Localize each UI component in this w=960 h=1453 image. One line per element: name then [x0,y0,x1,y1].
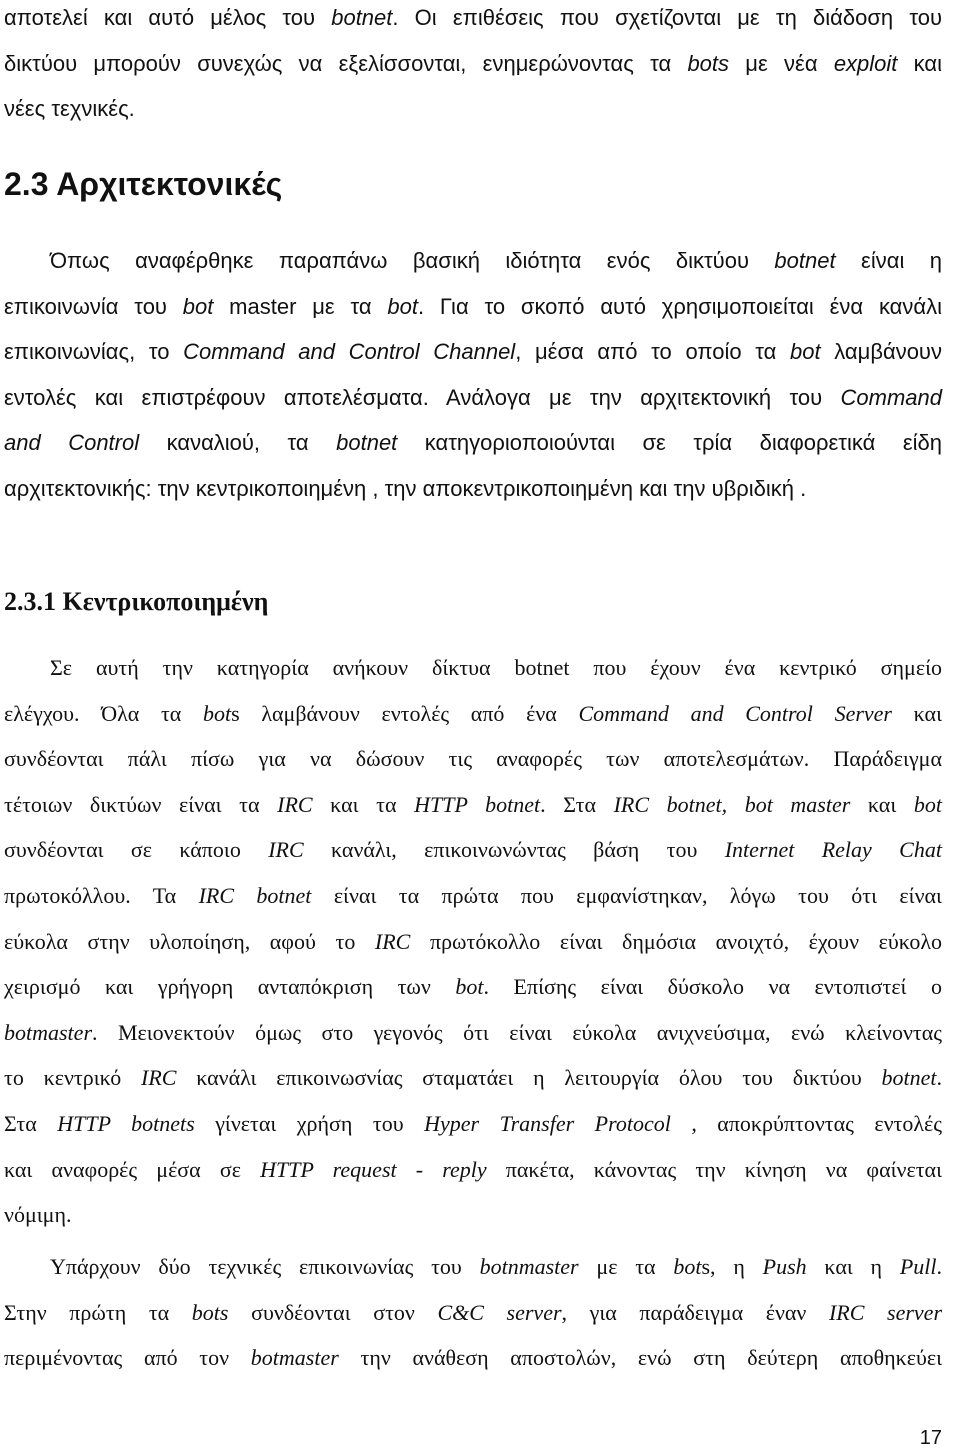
text-run: λαμβάνουν [820,339,942,365]
italic-term: IRC [277,791,313,817]
text-line [4,782,942,828]
text-line [4,873,942,919]
italic-term: botmaster [250,1345,339,1371]
text-run: Στα [4,1110,58,1136]
italic-term: HTTP botnet [414,791,541,817]
text-run: και τα [312,791,415,817]
text-run: master με τα [213,293,388,319]
italic-term: botmaster [4,1019,92,1045]
text-run: s λαμβάνουν εντολές από ένα [231,700,579,726]
text-run: τέτοιων δικτύων είναι τα [4,791,278,817]
text-run: την ανάθεση αποστολών, ενώ στη δεύτερη αποθηκεύει [338,1345,943,1371]
text-run: δικτύου μπορούν συνεχώς να εξελίσσονται, ενημερώνοντας τα [4,50,688,76]
italic-term: bot [182,293,214,319]
text-run: . Μειονεκτούν όμως στο γεγονός ότι είναι εύκολα ανιχνεύσιμα, ενώ κλείνοντας [92,1019,942,1045]
italic-term: IRC [268,837,304,863]
text-run: και [892,700,943,726]
text-line [4,964,942,1010]
text-run: , μέσα από το οποίο τα [515,339,791,365]
text-run: Όπως αναφέρθηκε παραπάνω βασική ιδιότητα ενός δικτύου [50,248,775,273]
text-line [4,1335,942,1381]
text-run: ελέγχου. Όλα τα [4,700,203,726]
text-run: νόμιμη. [4,1202,72,1228]
italic-term: bot [202,700,232,726]
italic-term: bot [913,791,942,817]
text-line [4,919,942,965]
text-run: και η [806,1254,900,1279]
text-line [4,1010,942,1056]
italic-term: botnet [331,5,393,30]
intro-paragraph [4,0,942,132]
text-run: Στην πρώτη τα [4,1299,192,1325]
text-run: με τα [578,1254,674,1279]
text-run: χειρισμό και γρήγορη ανταπόκριση των [4,974,456,1000]
italic-term: bot [455,974,484,1000]
italic-term: IRC [374,928,411,954]
text-run: περιμένοντας από τον [4,1345,251,1371]
text-line [4,1290,942,1336]
italic-term: IRC botnet, bot master [613,791,851,817]
text-run: είναι τα πρώτα που εμφανίστηκαν, λόγω του ότι είναι [311,882,942,908]
text-line [4,736,942,782]
text-run: αποτελεί και αυτό μέλος του [4,5,332,30]
text-run: κανάλι επικοινωσνίας σταματάει η λειτουργία όλου του δικτύου [176,1065,882,1091]
section-paragraph [4,238,942,512]
text-run: εντολές και επιστρέφουν αποτελέσματα. Ανάλογα με την αρχιτεκτονική του [4,384,841,410]
text-line [4,41,942,87]
italic-term: botnet [774,248,836,273]
text-line [4,691,942,737]
text-run: κανάλι, επικοινωνώντας βάση του [303,837,725,863]
text-line [4,329,942,375]
text-run: καναλιού, τα [139,430,337,456]
text-run: νέες τεχνικές. [4,96,135,122]
text-line [4,0,942,41]
italic-term: Pull [899,1254,937,1279]
italic-term: bot [387,293,418,319]
text-line [4,284,942,330]
text-run: με νέα [729,50,834,76]
italic-term: IRC botnet [198,882,312,908]
text-line [4,375,942,421]
text-run: επικοινωνία του [4,293,183,319]
italic-term: botnet [881,1065,937,1091]
italic-term: Command and Control Channel [183,339,516,365]
italic-term: HTTP request - reply [260,1156,487,1182]
text-run: πρωτοκόλλου. Τα [4,882,199,908]
text-run: συνδέονται πάλι πίσω για να δώσουν τις αναφορές των αποτελεσμάτων. Παράδειγμα [4,746,942,772]
italic-term: botnmaster [479,1254,579,1279]
page-number: 17 [919,1427,942,1449]
text-line [4,1101,942,1147]
text-line [4,466,942,512]
text-line [4,1055,942,1101]
text-run: Υπάρχουν δύο τεχνικές επικοινωνίας του [50,1254,480,1279]
text-run: , για παράδειγμα έναν [561,1299,829,1325]
section-heading: 2.3 Αρχιτεκτονικές [4,166,283,202]
text-run: Σε αυτή την κατηγορία ανήκουν δίκτυα botnet που έχουν ένα κεντρικό σημείο [50,655,942,680]
text-run: . [936,1065,942,1091]
italic-term: Hyper Transfer Protocol [424,1110,671,1136]
italic-term: Command and Control Server [578,700,892,726]
italic-term: Push [762,1254,807,1279]
text-run: το κεντρικό [4,1065,142,1091]
text-line [4,827,942,873]
text-line [4,238,942,284]
text-run: πρωτόκολλο είναι δημόσια ανοιχτό, έχουν εύκολο [410,928,942,954]
text-run: s, η [701,1254,763,1279]
text-line [4,645,942,691]
text-run: και [897,50,942,76]
text-run: . Οι επιθέσεις που σχετίζονται με τη διάδοση του [392,5,942,30]
italic-term: bots [687,50,730,76]
closing-paragraph [4,1244,942,1381]
italic-term: Internet Relay Chat [724,837,942,863]
text-run: πακέτα, κάνοντας την κίνηση να φαίνεται [486,1156,942,1182]
italic-term: botnet [336,430,398,456]
text-run: . Στα [540,791,614,817]
text-run: συνδέονται σε κάποιο [4,837,269,863]
italic-term: bot [790,339,821,365]
text-line [4,420,942,466]
text-run: , αποκρύπτοντας εντολές [670,1110,942,1136]
text-run: . [936,1254,943,1279]
italic-term: IRC server [828,1299,943,1325]
text-run: και [850,791,914,817]
italic-term: HTTP botnets [57,1110,195,1136]
text-run: . Για το σκοπό αυτό χρησιμοποιείται ένα κανάλι [417,293,943,319]
text-run: . Επίσης είναι δύσκολο να εντοπιστεί ο [483,974,942,1000]
text-run: και αναφορές μέσα σε [4,1156,261,1182]
italic-term: and Control [4,430,140,456]
text-run: είναι η [835,248,942,273]
italic-term: bots [191,1299,229,1325]
italic-term: exploit [833,50,898,76]
text-line [4,1244,942,1290]
subsection-paragraph [4,645,942,1238]
text-run: εύκολα στην υλοποίηση, αφού το [4,928,375,954]
text-run: γίνεται χρήση του [194,1110,425,1136]
text-line [4,86,942,132]
text-run: αρχιτεκτονικής: την κεντρικοποιημένη , την αποκεντρικοποιημένη και την υβριδική . [4,475,807,501]
italic-term: bot [673,1254,702,1279]
subsection-heading: 2.3.1 Κεντρικοποιημένη [4,587,269,616]
italic-term: IRC [141,1065,177,1091]
italic-term: C&C server [437,1299,562,1325]
text-line [4,1192,942,1238]
text-run: κατηγοριοποιούνται σε τρία διαφορετικά είδη [397,430,942,456]
italic-term: Command [840,384,942,410]
text-run: συνδέονται στον [228,1299,438,1325]
text-run: επικοινωνίας, το [4,339,184,365]
text-line [4,1147,942,1193]
